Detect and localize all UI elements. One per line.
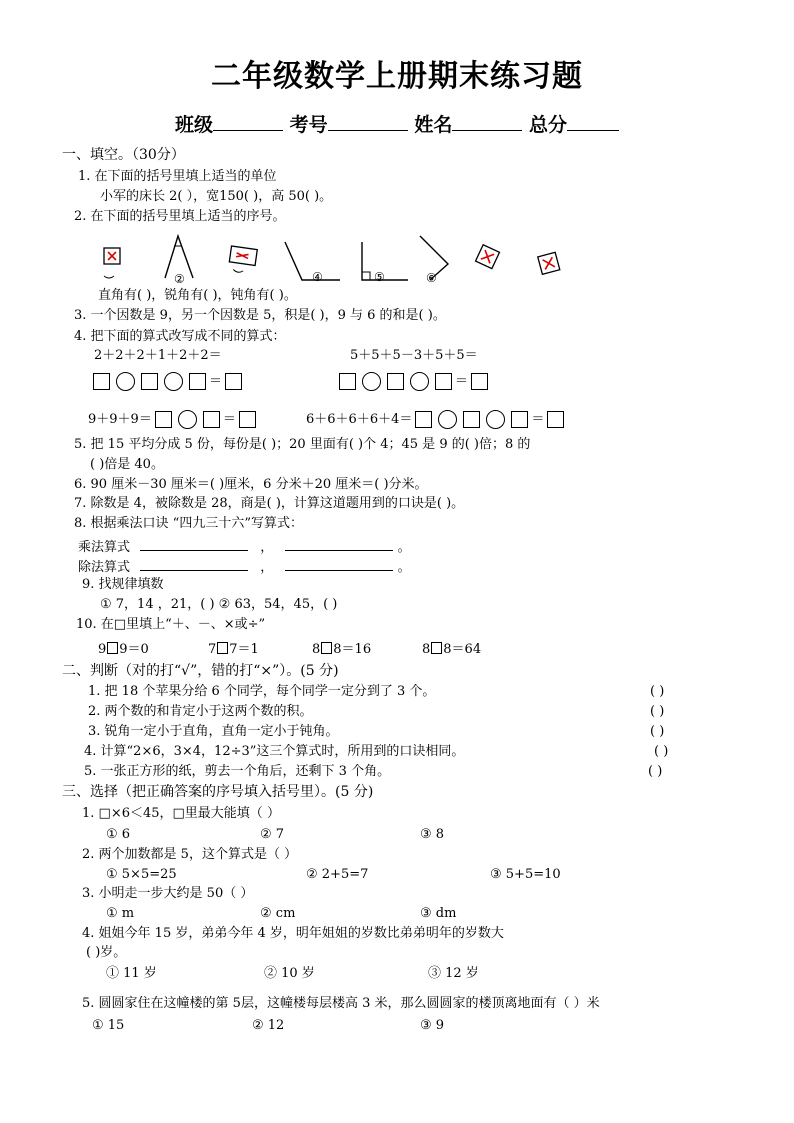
choice-q4-a: 4. 姐姐今年 15 岁，弟弟今年 4 岁，明年姐姐的岁数比弟弟明年的岁数大: [82, 926, 504, 941]
q1-4-row-4: [306, 410, 567, 429]
mul-label: 乘法算式: [78, 540, 131, 555]
answer-box[interactable]: [225, 373, 242, 390]
choice-q4-b: ( )岁。: [86, 945, 127, 960]
choice-q2: 2. 两个加数都是 5，这个算式是（ ）: [82, 847, 298, 862]
q1-1-text: 1. 在下面的括号里填上适当的单位: [78, 169, 277, 184]
q1-8-mul-row: 乘法算式 ， 。: [78, 540, 411, 555]
angle-label-2: ②: [174, 272, 185, 286]
answer-box[interactable]: [511, 411, 528, 428]
answer-box[interactable]: [93, 373, 110, 390]
student-info-line: [0, 114, 794, 135]
name-label: 姓名: [414, 114, 453, 136]
choice-q4-opt-3[interactable]: ③ 12 岁: [428, 966, 479, 981]
answer-box[interactable]: [189, 373, 206, 390]
mul-blank-1[interactable]: [140, 538, 248, 551]
section-2-heading: 二、判断（对的打“√”，错的打“×”）。(5 分): [62, 663, 339, 679]
angle-label-6: ⑥: [426, 271, 437, 285]
q1-2-text: 2. 在下面的括号里填上适当的序号。: [74, 209, 286, 224]
section-3-heading: 三、选择（把正确答案的序号填入括号里）。(5 分): [62, 784, 374, 800]
choice-q1-opt-1[interactable]: ① 6: [106, 827, 131, 842]
answer-box[interactable]: [471, 373, 488, 390]
operator-box[interactable]: [217, 642, 228, 654]
q1-7-text: 7. 除数是 4，被除数是 28，商是( )，计算这道题用到的口诀是( )。: [74, 496, 465, 511]
q1-4-expr-2: 5＋5＋5－3＋5＋5＝: [350, 348, 478, 363]
choice-q5-opt-3[interactable]: ③ 9: [420, 1018, 445, 1033]
choice-q4-opt-2[interactable]: ② 10 岁: [264, 966, 315, 981]
q1-10-text: 10. 在□里填上“＋、－、×或÷”: [76, 617, 266, 632]
choice-q3: 3. 小明走一步大约是 50（ ）: [82, 886, 254, 901]
operator-circle[interactable]: [178, 410, 197, 429]
operator-circle[interactable]: [410, 372, 429, 391]
answer-box[interactable]: [239, 411, 256, 428]
q1-6-text: 6. 90 厘米－30 厘米＝( )厘米，6 分米＋20 厘米＝( )分米。: [74, 477, 428, 492]
operator-circle[interactable]: [164, 372, 183, 391]
angle-figure-6: [420, 236, 448, 285]
q1-10-item-1: 9 9＝0: [98, 642, 149, 657]
angle-figure-2: [165, 236, 193, 286]
q1-5-text-b: ( )倍是 40。: [90, 457, 164, 472]
judge-answer-1[interactable]: ( ): [650, 684, 665, 699]
angle-figure-5: [362, 242, 408, 284]
div-blank-2[interactable]: [285, 558, 393, 571]
answer-box[interactable]: [435, 373, 452, 390]
choice-q4-opt-1[interactable]: ① 11 岁: [106, 966, 157, 981]
section-1-heading: 一、填空。（30分）: [62, 147, 185, 163]
exam-no-field[interactable]: [328, 114, 408, 131]
angle-label-4: ④: [312, 270, 323, 284]
judge-answer-4[interactable]: ( ): [654, 744, 669, 759]
choice-q1-opt-3[interactable]: ③ 8: [420, 827, 445, 842]
exam-no-label: 考号: [289, 114, 328, 136]
judge-item-5: 5. 一张正方形的纸，剪去一个角后，还剩下 3 个角。: [84, 764, 391, 779]
angle-label-5: ⑤: [374, 270, 385, 284]
q1-1-answer-line: 小军的床长 2( ），宽150( )，高 50( )。: [100, 189, 333, 204]
q1-5-text-a: 5. 把 15 平均分成 5 份，每份是( )；20 里面有( )个 4；45 是 9 的( )倍；8 的: [74, 437, 531, 452]
class-label: 班级: [175, 114, 214, 136]
choice-q3-opt-3[interactable]: ③ dm: [420, 906, 457, 921]
angle-figure-8: [538, 252, 560, 274]
operator-circle[interactable]: [116, 372, 135, 391]
operator-box[interactable]: [321, 642, 332, 654]
choice-q1-opt-2[interactable]: ② 7: [260, 827, 285, 842]
choice-q5: 5. 圆圆家住在这幢楼的第 5层，这幢楼每层楼高 3 米，那么圆圆家的楼顶离地面有（ ）米: [82, 996, 600, 1011]
q1-9-answer-line: ① 7，14 ，21，( ) ② 63，54，45，( ): [100, 597, 338, 612]
choice-q5-opt-1[interactable]: ① 15: [92, 1018, 125, 1033]
q1-4-shapes-2: [336, 372, 491, 391]
angle-figure-3: [228, 246, 257, 274]
operator-box[interactable]: [431, 642, 442, 654]
answer-box[interactable]: [415, 411, 432, 428]
answer-box[interactable]: [203, 411, 220, 428]
judge-item-2: 2. 两个数的和肯定小于这两个数的积。: [88, 704, 313, 719]
equals-sign: ＝: [209, 374, 223, 389]
q1-3-text: 3. 一个因数是 9，另一个因数是 5，积是( )，9 与 6 的和是( )。: [74, 308, 446, 323]
operator-box[interactable]: [107, 642, 118, 654]
operator-circle[interactable]: [486, 410, 505, 429]
choice-q2-opt-2[interactable]: ② 2+5=7: [306, 867, 369, 882]
equals-sign: ＝: [222, 412, 236, 427]
answer-box[interactable]: [463, 411, 480, 428]
q1-4-expr-4: 6＋6＋6＋6＋4＝: [306, 412, 413, 427]
choice-q3-opt-2[interactable]: ② cm: [260, 906, 296, 921]
class-field[interactable]: [213, 114, 283, 131]
q1-4-text: 4. 把下面的算式改写成不同的算式：: [74, 329, 286, 344]
name-field[interactable]: [452, 114, 522, 131]
angle-figure-7: [476, 245, 500, 269]
answer-box[interactable]: [339, 373, 356, 390]
judge-answer-5[interactable]: ( ): [648, 764, 663, 779]
judge-item-4: 4. 计算“2×6，3×4，12÷3”这三个算式时，所用到的口诀相同。: [84, 744, 465, 759]
operator-circle[interactable]: [362, 372, 381, 391]
answer-box[interactable]: [141, 373, 158, 390]
q1-10-item-3: 8 8＝16: [312, 642, 372, 657]
score-field[interactable]: [567, 114, 619, 131]
operator-circle[interactable]: [438, 410, 457, 429]
q1-10-item-2: 7 7＝1: [208, 642, 259, 657]
judge-item-3: 3. 锐角一定小于直角，直角一定小于钝角。: [88, 724, 339, 739]
answer-box[interactable]: [547, 411, 564, 428]
score-label: 总分: [528, 114, 567, 136]
judge-item-1: 1. 把 18 个苹果分给 6 个同学，每个同学一定分到了 3 个。: [88, 684, 436, 699]
answer-box[interactable]: [155, 411, 172, 428]
angle-figures: [90, 228, 590, 288]
q1-4-shapes-1: [90, 372, 245, 391]
div-label: 除法算式: [78, 560, 131, 575]
equals-sign: ＝: [455, 374, 469, 389]
q1-4-expr-3: 9＋9＋9＝: [88, 412, 152, 427]
q1-10-item-4: 8 8＝64: [422, 642, 482, 657]
equals-sign: ＝: [531, 412, 545, 427]
choice-q3-opt-1[interactable]: ① m: [106, 906, 135, 921]
q1-9-text: 9. 找规律填数: [82, 577, 164, 592]
q1-2-answer-line: 直角有( )，锐角有( )，钝角有( )。: [98, 288, 297, 303]
angle-figure-4: [285, 242, 340, 284]
q1-8-div-row: 除法算式 ， 。: [78, 560, 411, 575]
answer-box[interactable]: [387, 373, 404, 390]
choice-q5-opt-2[interactable]: ② 12: [252, 1018, 285, 1033]
choice-q2-opt-3[interactable]: ③ 5+5=10: [490, 867, 561, 882]
mul-blank-2[interactable]: [285, 538, 393, 551]
choice-q1: 1. □×6＜45，□里最大能填（ ）: [82, 806, 280, 821]
choice-q2-opt-1[interactable]: ① 5×5=25: [106, 867, 177, 882]
judge-answer-2[interactable]: ( ): [650, 704, 665, 719]
page-title: 二年级数学上册期末练习题: [211, 59, 583, 94]
q1-8-text: 8. 根据乘法口诀 “四九三十六”写算式：: [74, 516, 303, 531]
div-blank-1[interactable]: [140, 558, 248, 571]
q1-4-row-3: [88, 410, 259, 429]
judge-answer-3[interactable]: ( ): [650, 724, 665, 739]
angle-figure-1: [104, 248, 120, 278]
q1-4-expr-1: 2＋2＋2＋1＋2＋2＝: [94, 348, 222, 363]
